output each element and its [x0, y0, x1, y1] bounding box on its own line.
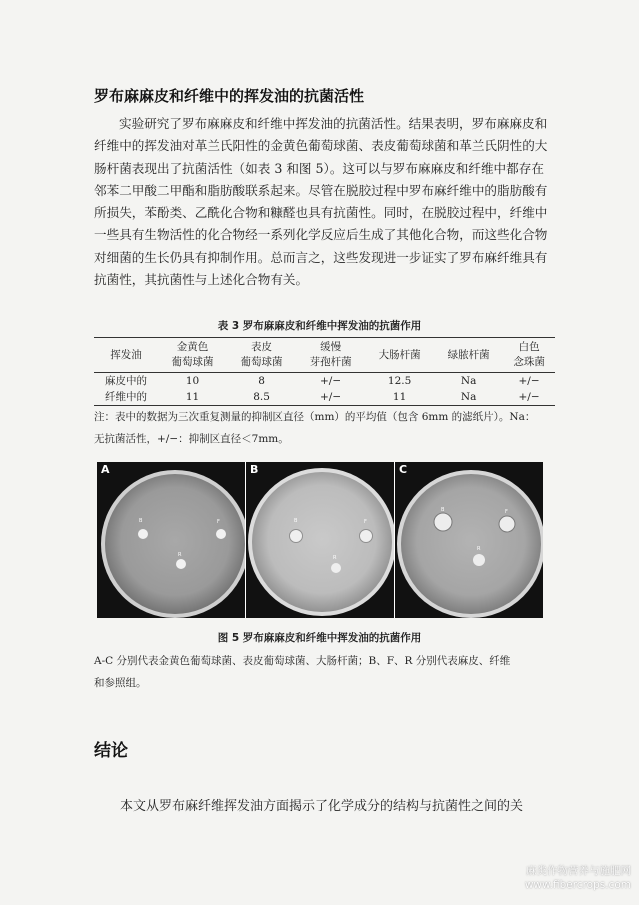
- disc-f: [216, 529, 226, 539]
- petri-dish-image: [246, 462, 394, 618]
- disc-b: [138, 529, 148, 539]
- disc-label: F: [505, 509, 508, 515]
- figure-caption: 图 5 罗布麻麻皮和纤维中挥发油的抗菌作用: [217, 632, 422, 644]
- site-watermark: [525, 864, 631, 892]
- table-row: [94, 373, 555, 390]
- figure-legend: [94, 650, 554, 694]
- disc-f: [360, 530, 373, 543]
- agar-plate: [252, 472, 392, 612]
- panel-label: A: [101, 463, 110, 476]
- watermark-line: www.fibercrops.com: [524, 879, 631, 891]
- disc-label: R: [477, 546, 481, 552]
- table-cell: +/−: [503, 389, 555, 406]
- disc-b: [290, 530, 303, 543]
- panel-label: C: [399, 463, 408, 476]
- antibacterial-table: [94, 337, 555, 406]
- table-cell: 12.5: [387, 375, 412, 387]
- header-cell-c-albicans: 白色 念珠菌: [503, 338, 555, 373]
- disc-label: B: [294, 518, 298, 524]
- table-note-line: 无抗菌活性，+/−：抑制区直径＜7mm。: [94, 433, 289, 445]
- petri-dish-figure: [97, 462, 543, 618]
- conclusion-heading: 结论: [94, 741, 128, 761]
- agar-plate: [105, 474, 245, 614]
- header-cell-p-aeruginosa: 绿脓杆菌: [434, 338, 503, 373]
- disc-r: [176, 559, 186, 569]
- conclusion-text: 本文从罗布麻纤维挥发油方面揭示了化学成分的结构与抗菌性之间的关: [120, 799, 524, 814]
- disc-label: F: [364, 519, 367, 525]
- table-cell: Na: [460, 375, 477, 387]
- disc-label: R: [333, 555, 337, 561]
- conclusion-paragraph: [94, 796, 554, 818]
- header-cell-b-lentus: 缓慢 芽孢杆菌: [296, 338, 365, 373]
- table-cell: 11: [365, 389, 434, 406]
- disc-label: R: [178, 552, 182, 558]
- header-cell-oil: 挥发油: [94, 338, 158, 373]
- petri-panel-c: [395, 462, 543, 618]
- table-cell: +/−: [296, 389, 365, 406]
- petri-panel-a: [97, 462, 245, 618]
- disc-r: [473, 554, 485, 566]
- disc-label: B: [139, 518, 143, 524]
- table-note: [94, 406, 555, 450]
- table-title: 表 3 罗布麻麻皮和纤维中挥发油的抗菌作用: [217, 320, 422, 332]
- disc-f: [499, 516, 515, 532]
- header-cell-s-epidermidis: 表皮 葡萄球菌: [227, 338, 296, 373]
- body-paragraph: [94, 113, 554, 291]
- disc-label: B: [441, 507, 445, 513]
- petri-dish-image: [97, 462, 245, 618]
- figure-legend-line: 和参照组。: [94, 677, 147, 689]
- agar-plate: [401, 474, 541, 614]
- petri-panel-b: [246, 462, 394, 618]
- table-cell: 8.5: [227, 389, 296, 406]
- body-paragraph-text: 实验研究了罗布麻麻皮和纤维中挥发油的抗菌活性。结果表明，罗布麻麻皮和纤维中的挥发油对革兰氏阳性的金黄色葡萄球菌、表皮葡萄球菌和革兰氏阴性的大肠杆菌表现出了抗菌活性（如表 3 和图 5）。这可以与罗布麻麻皮和纤维中都存在邻苯二甲酸二甲酯和脂肪酸联系起来。尽管在脱胶过程中罗布麻纤维中的脂肪酸有所损失，苯酚类、乙酰化合物和糠醛也具有抗菌性。同时，在脱胶过程中，纤维中一些具有生物活性的化合物经一系列化学反应后生成了其他化合物，而这些化合物对细菌的生长仍具有抑制作用。总而言之，这些发现进一步证实了罗布麻纤维具有抗菌性，其抗菌性与上述化合物有关。: [94, 116, 548, 288]
- table-cell: 10: [185, 375, 200, 387]
- table-cell: Na: [434, 389, 503, 406]
- table-cell: 纤维中的: [94, 389, 158, 406]
- table-cell: 麻皮中的: [105, 375, 147, 387]
- header-cell-e-coli: 大肠杆菌: [365, 338, 434, 373]
- table-cell: 11: [158, 389, 227, 406]
- table-cell: +/−: [518, 375, 540, 387]
- table-row: [94, 389, 555, 406]
- watermark-line: 麻类作物营养与施肥网: [526, 865, 631, 877]
- disc-b: [434, 513, 452, 531]
- section-title: 罗布麻麻皮和纤维中的挥发油的抗菌活性: [94, 87, 365, 105]
- disc-label: F: [217, 519, 220, 525]
- disc-r: [331, 563, 341, 573]
- table-note-line: 注：表中的数据为三次重复测量的抑制区直径（mm）的平均值（包含 6mm 的滤纸片）。Na：: [94, 411, 536, 423]
- panel-label: B: [250, 463, 259, 476]
- table-cell: 8: [258, 375, 265, 387]
- petri-dish-image: [395, 462, 543, 618]
- table-cell: +/−: [320, 375, 342, 387]
- table-header-row: [94, 338, 555, 373]
- header-cell-s-aureus: 金黄色 葡萄球菌: [158, 338, 227, 373]
- figure-legend-line: A-C 分别代表金黄色葡萄球菌、表皮葡萄球菌、大肠杆菌；B、F、R 分别代表麻皮、纤维: [94, 655, 511, 667]
